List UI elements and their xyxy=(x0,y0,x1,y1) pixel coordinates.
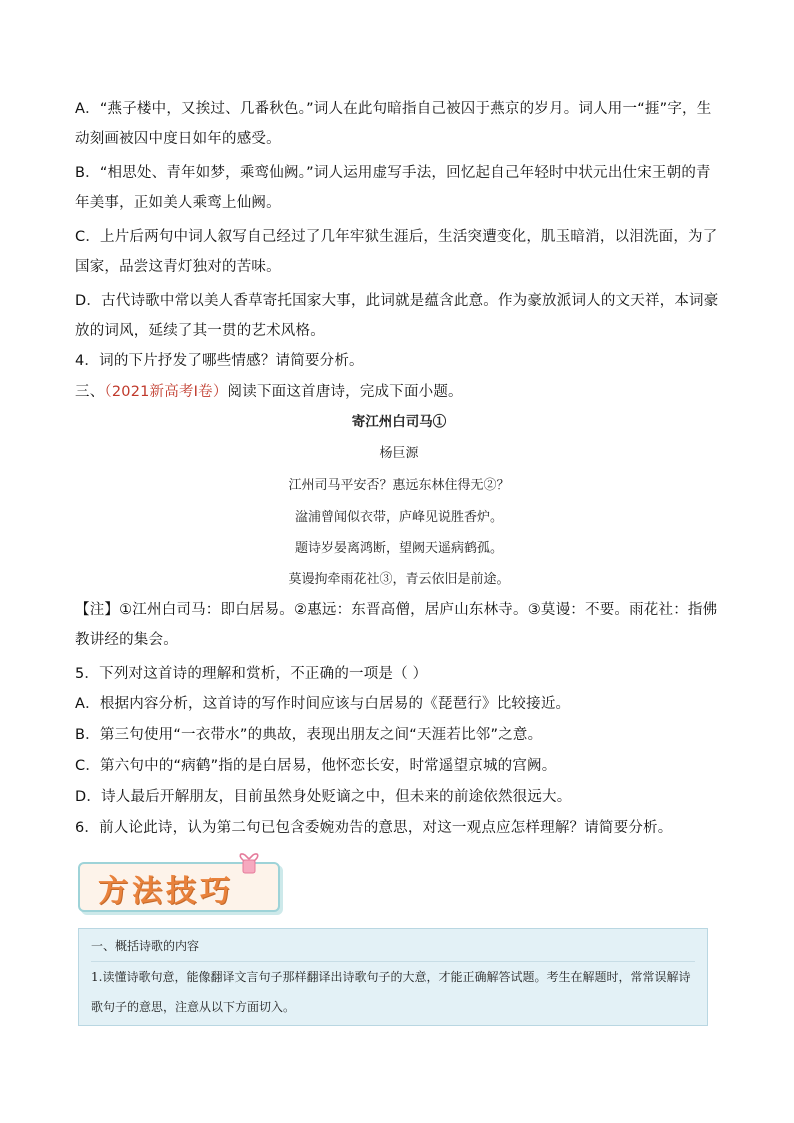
section-3-heading xyxy=(75,377,723,407)
section-3-instruction: 阅读下面这首唐诗，完成下面小题。 xyxy=(227,384,463,400)
section-3-prefix: 三、 xyxy=(75,384,105,400)
option-d: D．古代诗歌中常以美人香草寄托国家大事，此词就是蕴含此意。作为豪放派词人的文天祥，本词豪放的词风，延续了其一贯的艺术风格。 xyxy=(75,293,719,339)
question-5-option-a: A．根据内容分析，这首诗的写作时间应该与白居易的《琵琶行》比较接近。 xyxy=(75,696,571,712)
method-tips-banner xyxy=(78,852,288,910)
method-tips-box xyxy=(78,928,708,1026)
poem-title-text: 寄江州白司马① xyxy=(351,414,447,430)
poem-line: 江州司马平安否？惠远东林住得无②？ xyxy=(288,478,510,493)
question-6: 6．前人论此诗，认为第二句已包含委婉劝告的意思，对这一观点应怎样理解？请简要分析。 xyxy=(75,820,673,836)
question-5-option-b: B．第三句使用“一衣带水”的典故，表现出朋友之间“天涯若比邻”之意。 xyxy=(75,727,543,743)
poem-author: 杨巨源 xyxy=(379,446,419,461)
poem-line: 题诗岁晏离鸿断，望阙天遥病鹤孤。 xyxy=(294,541,503,556)
exam-source: （2021新高考Ⅰ卷） xyxy=(104,384,228,400)
method-content xyxy=(91,931,695,1022)
method-body: 1.读懂诗歌句意，能像翻译文言句子那样翻译出诗歌句子的大意，才能正确解答试题。考生在解题时，常常误解诗歌句子的意思，注意从以下方面切入。 xyxy=(91,961,695,1022)
poem-line: 湓浦曾闻似衣带，庐峰见说胜香炉。 xyxy=(294,510,503,525)
method-heading: 一、概括诗歌的内容 xyxy=(91,939,200,953)
question-5-option-d: D．诗人最后开解朋友，目前虽然身处贬谪之中，但未来的前途依然很远大。 xyxy=(75,789,572,805)
poem-title xyxy=(75,407,723,438)
option-b: B．“相思处、青年如梦，乘鸾仙阙。”词人运用虚写手法，回忆起自己年轻时中状元出仕宋王朝的青年美事，正如美人乘鸾上仙阙。 xyxy=(75,165,711,211)
question-5-stem: 5．下列对这首诗的理解和赏析，不正确的一项是（ ） xyxy=(75,666,428,682)
paper-clip-icon xyxy=(236,852,262,874)
option-c: C．上片后两句中词人叙写自己经过了几年牢狱生涯后，生活突遭变化，肌玉暗消，以泪洗面，为了国家，品尝这青灯独对的苦味。 xyxy=(75,229,718,275)
banner-title: 方法技巧 xyxy=(98,874,234,909)
question-4: 4．词的下片抒发了哪些情感？请简要分析。 xyxy=(75,353,364,369)
poem-notes: 【注】①江州白司马：即白居易。②惠远：东晋高僧，居庐山东林寺。③莫谩：不要。雨花社：指佛教讲经的集会。 xyxy=(75,602,718,648)
question-5-option-c: C．第六句中的“病鹤”指的是白居易，他怀恋长安，时常遥望京城的宫阙。 xyxy=(75,758,557,774)
poem-line: 莫谩拘牵雨花社③，青云依旧是前途。 xyxy=(288,572,510,587)
option-a: A．“燕子楼中，又挨过、几番秋色。”词人在此句暗指自己被囚于燕京的岁月。词人用一“捱”字，生动刻画被囚中度日如年的感受。 xyxy=(75,101,712,147)
